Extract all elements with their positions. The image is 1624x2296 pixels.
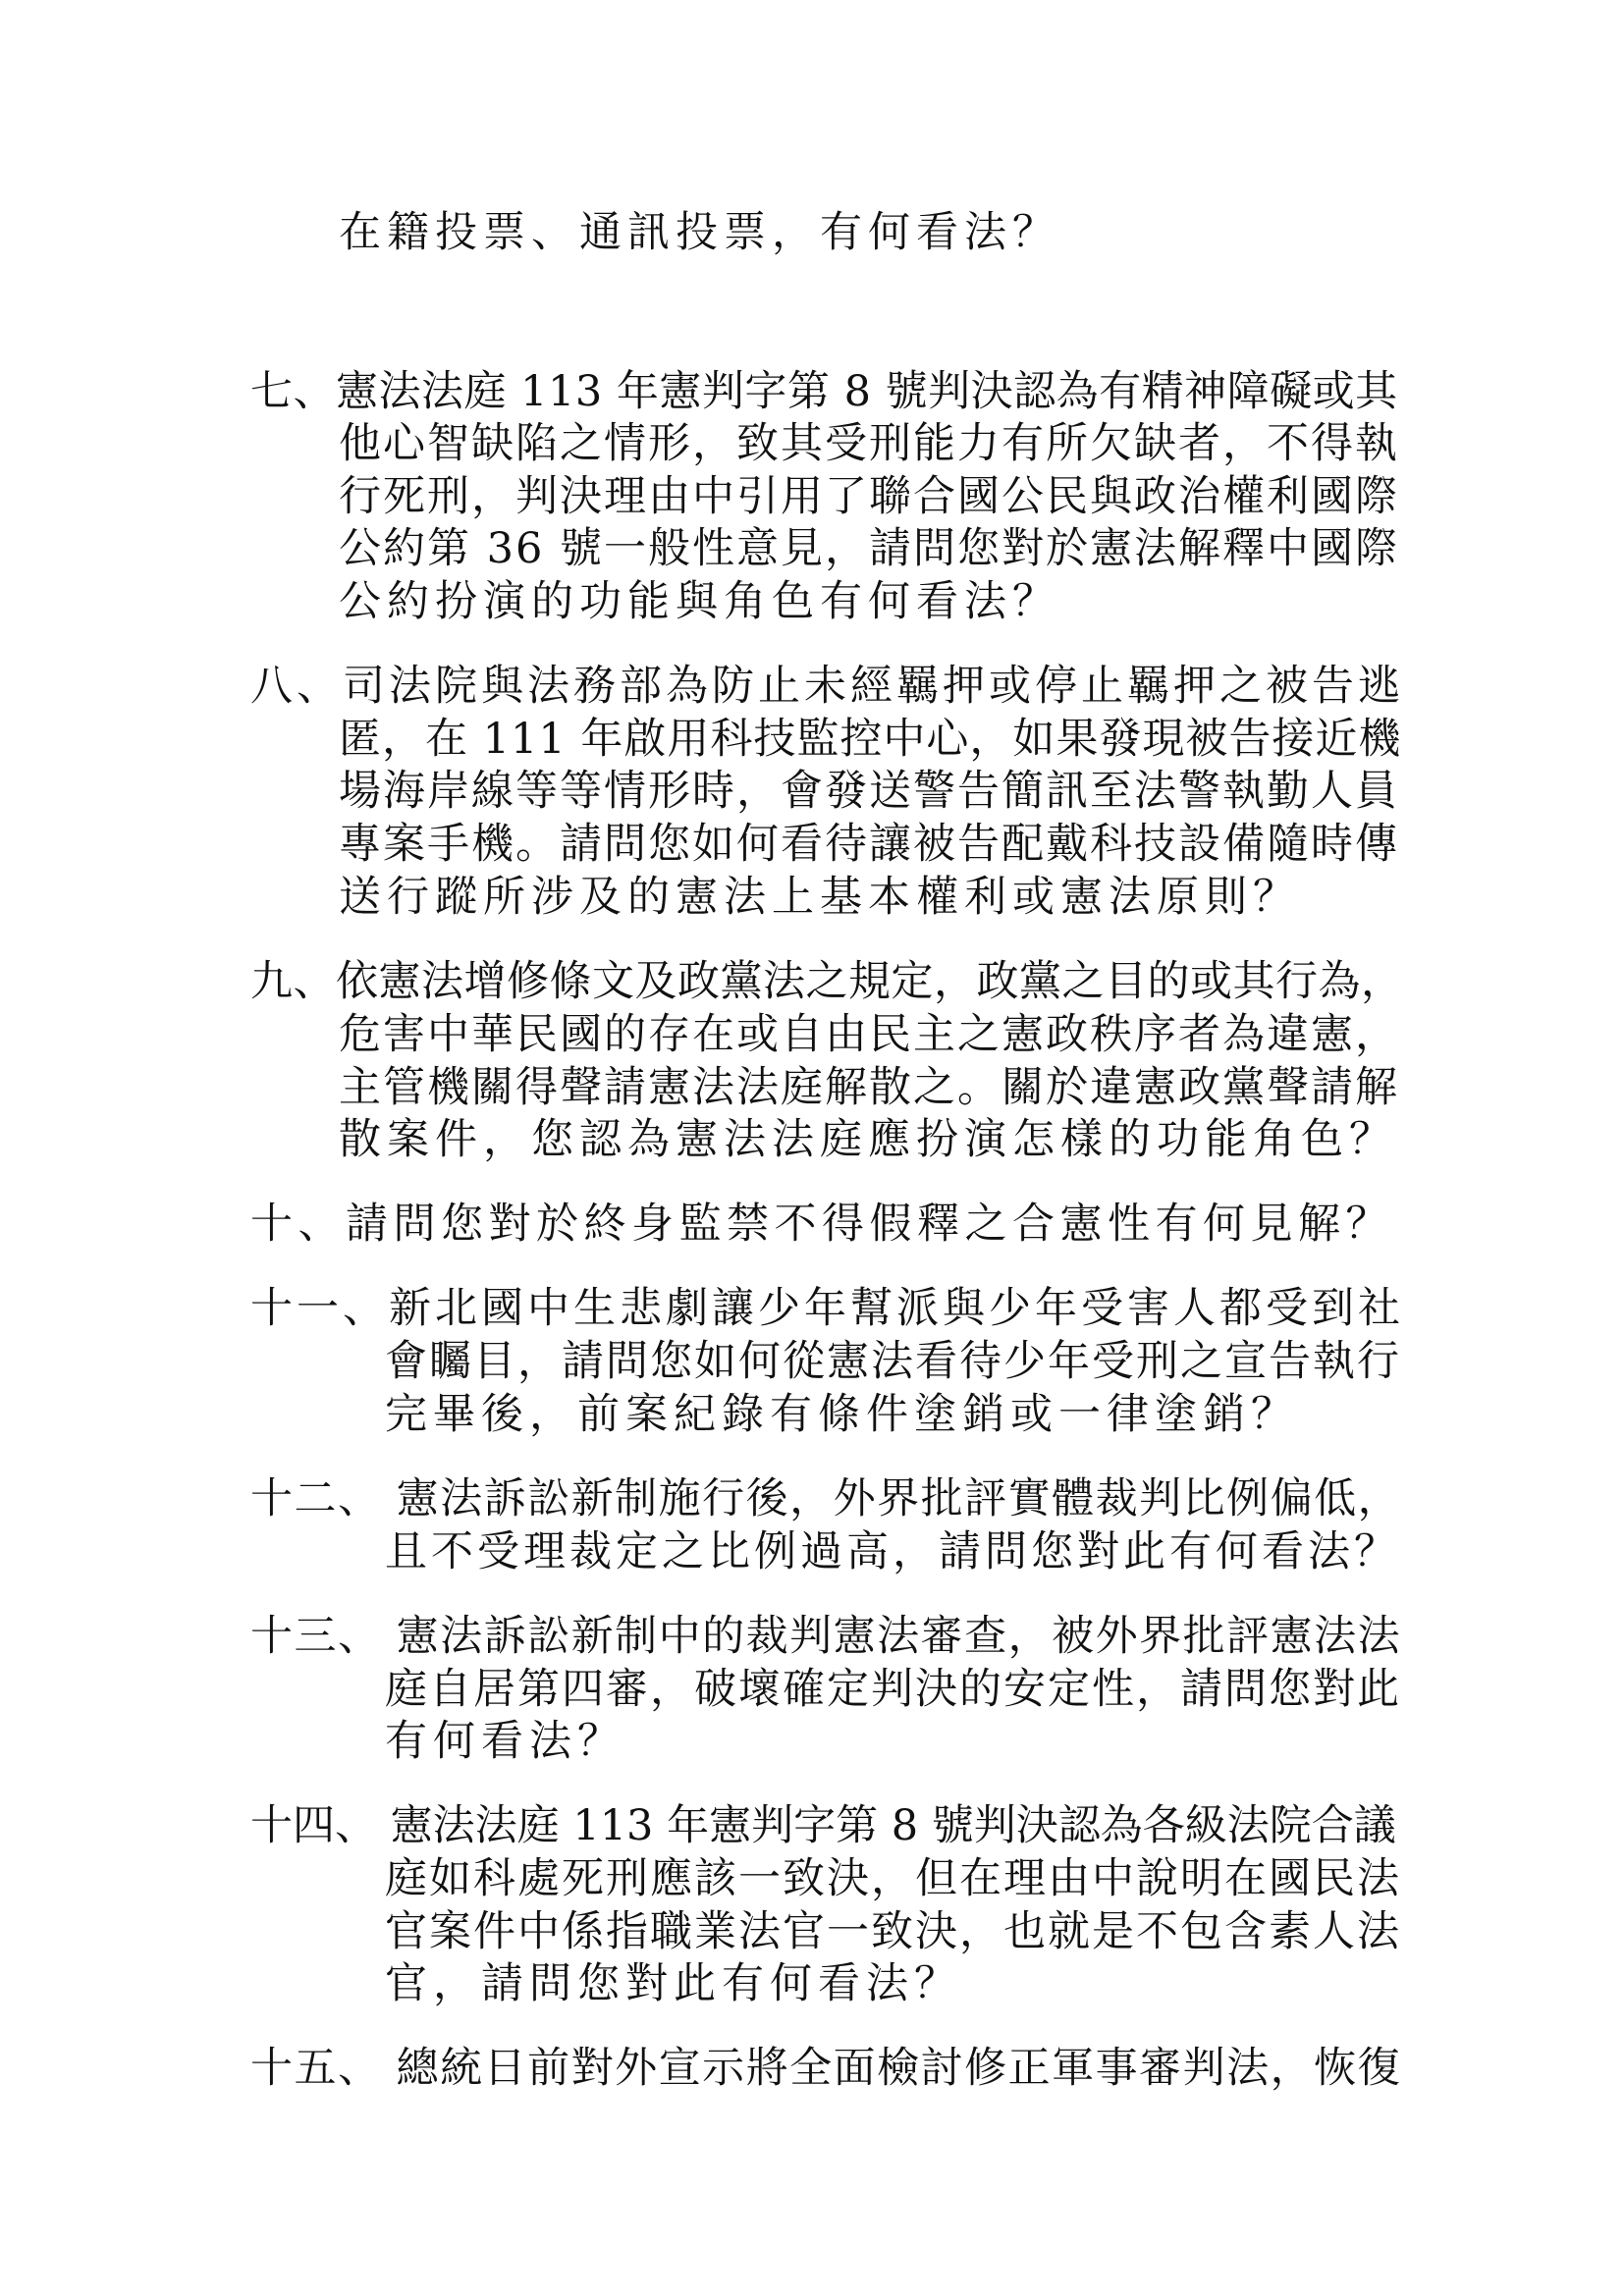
continuation-line: 在籍投票、通訊投票，有何看法？ <box>339 208 1060 257</box>
question-7-line: 公約扮演的功能與角色有何看法？ <box>339 577 1060 626</box>
question-9-line: 散案件，您認為憲法法庭應扮演怎樣的功能角色？ <box>339 1115 1397 1164</box>
question-14-line: 十四、 憲法法庭 113 年憲判字第 8 號判決認為各級法院合議 <box>250 1801 1396 1850</box>
question-14-line: 庭如科處死刑應該一致決，但在理由中說明在國民法 <box>385 1854 1401 1903</box>
question-11-line: 十一、新北國中生悲劇讓少年幫派與少年受害人都受到社 <box>250 1284 1404 1333</box>
question-11-line: 完畢後，前案紀錄有條件塗銷或一律塗銷？ <box>385 1390 1299 1439</box>
question-7-line: 他心智缺陷之情形，致其受刑能力有所欠缺者，不得執 <box>339 419 1399 468</box>
question-13-line: 有何看法？ <box>385 1717 625 1766</box>
question-9-line: 九、依憲法增修條文及政黨法之規定，政黨之目的或其行為， <box>250 957 1404 1006</box>
question-8-line: 送行蹤所涉及的憲法上基本權利或憲法原則？ <box>339 873 1301 922</box>
question-8-line: 場海岸線等等情形時，會發送警告簡訊至法警執勤人員 <box>339 767 1399 816</box>
question-12-line: 且不受理裁定之比例過高，請問您對此有何看法？ <box>385 1527 1400 1576</box>
question-8-line: 匿，在 111 年啟用科技監控中心，如果發現被告接近機 <box>339 715 1402 764</box>
question-7-line: 七、憲法法庭 113 年憲判字第 8 號判決認為有精神障礙或其 <box>250 367 1398 416</box>
question-12-line: 十二、 憲法訴訟新制施行後，外界批評實體裁判比例偏低， <box>250 1474 1402 1523</box>
question-10-line: 十、請問您對於終身監禁不得假釋之合憲性有何見解？ <box>250 1200 1393 1249</box>
question-15-line: 十五、 總統日前對外宣示將全面檢討修正軍事審判法，恢復 <box>250 2044 1402 2093</box>
question-13-line: 庭自居第四審，破壞確定判決的安定性，請問您對此 <box>385 1665 1401 1714</box>
question-14-line: 官，請問您對此有何看法？ <box>385 1959 962 2008</box>
question-7-line: 行死刑，判決理由中引用了聯合國公民與政治權利國際 <box>339 472 1399 521</box>
question-13-line: 十三、 憲法訴訟新制中的裁判憲法審查，被外界批評憲法法 <box>250 1612 1402 1661</box>
question-9-line: 主管機關得聲請憲法法庭解散之。關於違憲政黨聲請解 <box>339 1063 1399 1112</box>
question-8-line: 專案手機。請問您如何看待讓被告配戴科技設備隨時傳 <box>339 820 1399 869</box>
question-7-line: 公約第 36 號一般性意見，請問您對於憲法解釋中國際 <box>339 524 1400 573</box>
question-11-line: 會矚目，請問您如何從憲法看待少年受刑之宣告執行 <box>385 1337 1401 1386</box>
question-8-line: 八、司法院與法務部為防止未經羈押或停止羈押之被告逃 <box>250 662 1404 711</box>
question-14-line: 官案件中係指職業法官一致決，也就是不包含素人法 <box>385 1907 1401 1956</box>
question-9-line: 危害中華民國的存在或自由民主之憲政秩序者為違憲， <box>339 1010 1399 1059</box>
